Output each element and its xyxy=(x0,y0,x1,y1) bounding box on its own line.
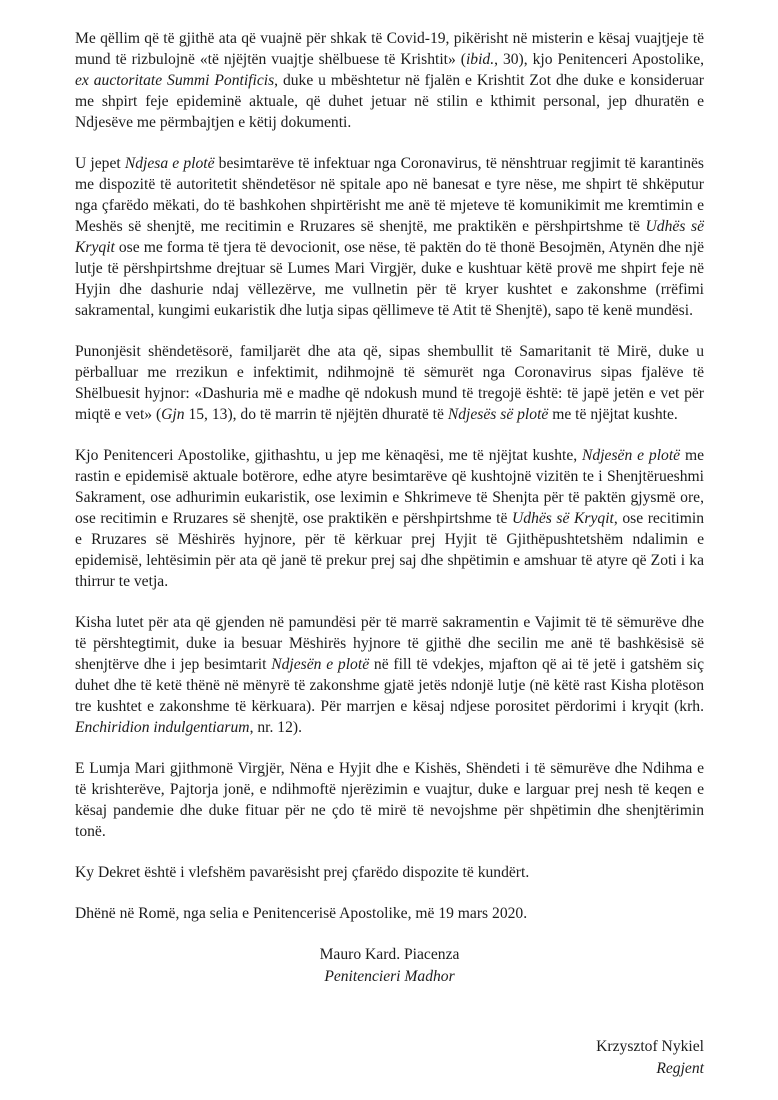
text-segment-italic: Ndjesa e plotë xyxy=(124,155,215,172)
text-segment: ose me forma të tjera të devocionit, ose nëse, të paktën do të thonë Besojmën, Atynën dhe një lutje të përshpirtshme drejtuar së Lumes Mari Virgjër, duke e kushtuar këtë provë me shpirt feje në Hyjin dhe dashurie ndaj vëllezërve, me vullnetin për të kryer kushtet e zakonshme (rrëfimi sakramental, kungimi eukaristik dhe lutja sipas qëllimeve të Atit të Shenjtë), sapo të kenë mundësi. xyxy=(75,239,704,319)
paragraph xyxy=(75,758,704,842)
text-segment-italic: Ndjesën e plotë xyxy=(271,656,370,673)
paragraph xyxy=(75,153,704,321)
signature-name: Mauro Kard. Piacenza xyxy=(319,946,460,963)
text-segment: 15, 13), do të marrin të njëjtën dhuratë të xyxy=(184,406,448,423)
paragraph xyxy=(75,445,704,592)
paragraph xyxy=(75,341,704,425)
text-segment: , duke u mbështetur në fjalën e Krishtit Zot dhe duke e konsideruar me shpirt feje epideminë aktuale, që duhet jetuar në stilin e kthimit personal, jep dhuratën e Ndjesëve me përmbajtjen e këtij dokumenti. xyxy=(75,72,704,131)
paragraph xyxy=(75,903,704,924)
text-segment: në fill të vdekjes, mjafton që ai të jetë i gatshëm siç duhet dhe të ketë thënë në mënyrë të zakonshme gjatë jetës ndonjë lutje (në këtë rast Kisha plotëson tre kushtet e zakonshme të kërkuara). Për marrjen e kësaj ndjese porositet përdorimi i kryqit (krh. xyxy=(75,656,704,715)
text-segment-italic: Udhës së Kryqit xyxy=(512,510,614,527)
paragraph xyxy=(75,862,704,883)
text-segment: Me qëllim që të gjithë ata që vuajnë për shkak të Covid-19, pikërisht në misterin e kësaj vuajtjeje të mund të rizbulojnë «të njëjtën vuajtje shëlbuese të Krishtit» ( xyxy=(75,30,704,68)
text-segment: E Lumja Mari gjithmonë Virgjër, Nëna e Hyjit dhe e Kishës, Shëndeti i të sëmurëve dhe Ndihma e të krishterëve, Pajtorja jonë, e ndihmoftë njerëzimin e vuajtur, duke e larguar prej nesh të keqen e kësaj pandemie dhe duke fituar për ne çdo të mirë të nevojshme për shpëtimin dhe shenjtërimin tonë. xyxy=(75,760,704,840)
signature-block-center xyxy=(75,944,704,988)
text-segment-italic: Gjn xyxy=(161,406,185,423)
paragraph xyxy=(75,612,704,738)
text-segment: Kjo Penitenceri Apostolike, gjithashtu, u jep me kënaqësi, me të njëjtat kushte, xyxy=(75,447,583,464)
text-segment: Punonjësit shëndetësorë, familjarët dhe ata që, sipas shembullit të Samaritanit të Mirë, duke u përballuar me rrezikun e infektimit, ndihmojnë të sëmurët nga Coronavirus sipas fjalëve të Shëlbuesit hyjnor: «Dashuria më e madhe që ndokush mund të tregojë është: të japë jetën e vet për miqtë e vet» ( xyxy=(75,343,704,423)
signature-block-right xyxy=(75,1036,704,1080)
signature-title: Regjent xyxy=(656,1060,704,1077)
text-segment-italic: ibid. xyxy=(465,51,495,68)
text-segment: besimtarëve të infektuar nga Coronavirus, të nënshtruar regjimit të karantinës me dispozitë të autoritetit shëndetësor në spitale apo në banesat e tyre nëse, me shpirt të shkëputur nga çfarëdo mëkati, do të bashkohen shpirtërisht me anë të mjeteve të komunikimit me kremtimin e Meshës së shenjtë, me recitimin e Rruzares së shenjtë, me praktikën e përshpirtshme të xyxy=(75,155,705,235)
text-segment: , ose recitimin e Rruzares së Mëshirës hyjnore, për të kërkuar prej Hyjit të Gjithëpushtetshëm ndalimin e epidemisë, lehtësimin për ata që janë të prekur prej saj dhe shpëtimin e amshuar të atyre që Zoti i ka thirrur te vetja. xyxy=(75,510,704,590)
paragraph xyxy=(75,28,704,133)
text-segment-italic: Ndjesën e plotë xyxy=(582,447,681,464)
text-segment: me rastin e epidemisë aktuale botërore, edhe atyre besimtarëve që kushtojnë vizitën te i Shenjtërueshmi Sakrament, ose adhurimin eukaristik, ose leximin e Shkrimeve të Shenjta për të paktën gjysmë ore, ose recitimin e Rruzares së shenjtë, ose praktikën e përshpirtshme të xyxy=(75,447,705,527)
text-segment: Ky Dekret është i vlefshëm pavarësisht prej çfarëdo dispozite të kundërt. xyxy=(75,864,530,881)
signature-name: Krzysztof Nykiel xyxy=(596,1038,704,1055)
text-segment-italic: ex auctoritate Summi Pontificis xyxy=(75,72,275,89)
text-segment-italic: Enchiridion indulgentiarum xyxy=(75,719,250,736)
text-segment-italic: Ndjesës së plotë xyxy=(447,406,549,423)
text-segment: Kisha lutet për ata që gjenden në pamundësi për të marrë sakramentin e Vajimit të të sëmurëve dhe të përshtegtimit, duke ia besuar Mëshirës hyjnore të gjithë dhe secilin me anë të bashkësisë së shenjtërve dhe i jep besimtarit xyxy=(75,614,704,673)
text-segment: U jepet xyxy=(75,155,125,172)
text-segment: , 30), kjo Penitenceri Apostolike, xyxy=(494,51,705,68)
text-segment: me të njëjtat kushte. xyxy=(548,406,678,423)
text-segment: Dhënë në Romë, nga selia e Penitencerisë Apostolike, më 19 mars 2020. xyxy=(75,905,528,922)
text-segment: , nr. 12). xyxy=(249,719,302,736)
text-segment-italic: Udhës së Kryqit xyxy=(75,218,704,256)
signature-title: Penitencieri Madhor xyxy=(324,968,455,985)
